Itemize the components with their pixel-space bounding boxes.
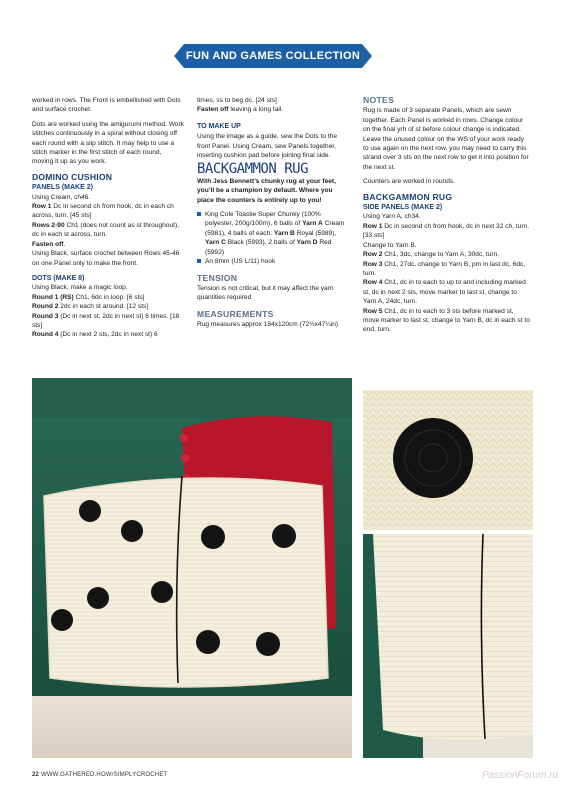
- pattern-row: [363, 307, 531, 335]
- text-block: Rug is made of 3 separate Panels, which are sewn together. Each Panel is worked in rows. Change colour on the final yrh of st before colour change is indicated. Leave the unused colour on the WS of your work ready to use again on the next row, you may need to carry this strand over 3 sts on the next row to get it into position for the next st.: [363, 107, 529, 171]
- heading-backgammon-rug-script: BACKGAMMON RUG: [197, 161, 309, 178]
- heading-tension: TENSION: [197, 272, 238, 283]
- cushion-corner-photo: [363, 534, 533, 758]
- yarn-label: Yarn D: [296, 239, 318, 247]
- intro-text: With Jess Bennett’s chunky rug at your feet, you’ll be a champion by default. Where you place the counters is entirely up to you!: [197, 177, 336, 204]
- text-block: Using Black, surface crochet between Rows 45-46 on one Panel only to make the front.: [32, 250, 180, 267]
- row-text: Dc in second ch from hook, dc in next 32 ch, turn. [33 sts]: [363, 222, 530, 240]
- text-block: Using the image as a guide, sew the Dots to the front Panel. Using Cream, sew Panels together, inserting cushion pad before joining final side.: [197, 133, 338, 160]
- row-label: Round 3: [32, 312, 59, 320]
- footer: [32, 772, 167, 778]
- pattern-row: [32, 202, 184, 221]
- heading-make-up: TO MAKE UP: [197, 122, 241, 130]
- pattern-row: [32, 221, 184, 240]
- row-label: Row 3: [363, 260, 383, 268]
- text-line: Using Yarn A, ch34.: [363, 213, 421, 221]
- text-block: worked in rows. The Front is embellished with Dots and surface crochet.: [32, 97, 181, 114]
- text-block: Dots are worked using the amigurumi method. Work stitches continuously in a spiral without closing off each round with a slip stitch. It may help to use a stitch marker in the first stitch of each round, moving it up as you work.: [32, 120, 184, 166]
- yarn-label: Yarn A: [302, 220, 323, 228]
- floor: [32, 690, 352, 758]
- pattern-row: [197, 105, 349, 114]
- row-label: Rows 2-90: [32, 221, 65, 229]
- text-block: Counters are worked in rounds.: [363, 178, 455, 186]
- text-block: Tension is not critical, but it may affect the yarn quantities required: [197, 284, 334, 302]
- row-text: (Dc in next 2 sts, 2dc in next st) 6: [58, 331, 158, 339]
- counter-closeup-photo: [363, 390, 533, 530]
- sofa-back-top: [32, 378, 352, 418]
- row-text: Ch1, dc in to each to up to and including marked st, dc in next 2 sts, move marker to last st, change to Yarn A, 24dc, turn.: [363, 279, 526, 306]
- row-label: Row 4: [363, 279, 383, 287]
- heading-backgammon-rug: BACKGAMMON RUG: [363, 191, 453, 202]
- yarn-label: Yarn C: [205, 239, 226, 247]
- row-label: Round 4: [32, 331, 59, 339]
- pattern-row: [363, 222, 531, 241]
- column-3: [363, 96, 531, 335]
- yarn-text: Royal (5989),: [294, 229, 337, 237]
- yarn-text: Black (5993), 2 balls of: [225, 239, 297, 247]
- footer-url[interactable]: WWW.GATHERED.HOW/SIMPLYCROCHET: [40, 772, 168, 778]
- heading-notes: NOTES: [363, 95, 395, 105]
- row-label: Row 5: [363, 307, 383, 315]
- pattern-row: [363, 250, 531, 259]
- text-line: Using Cream, ch46.: [32, 193, 91, 201]
- row-label: Row 1: [32, 203, 52, 211]
- pattern-row: [32, 330, 184, 339]
- row-text: Dc in second ch from hook, dc in each ch across, turn. [45 sts]: [32, 203, 174, 220]
- pattern-row: [32, 240, 184, 249]
- row-text: 2dc in each st around. [12 sts]: [58, 303, 149, 311]
- yarn-text: Cream (5981), 4 balls of each:: [205, 220, 345, 237]
- heading-panels: PANELS (MAKE 2): [32, 184, 93, 192]
- row-label: Round 1 (RS): [32, 293, 74, 301]
- text-line: Using Black, make a magic loop.: [32, 284, 128, 292]
- materials-item-hook: An 8mm (US L/11) hook: [197, 257, 349, 266]
- row-text: Ch1, 3dc, change to Yarn A, 30dc, turn.: [382, 251, 500, 259]
- pattern-row: [363, 260, 531, 279]
- row-label: Round 2: [32, 303, 59, 311]
- row-text: Ch1 (does not count as st throughout), dc in each st across, turn.: [32, 221, 179, 239]
- heading-side-panels: SIDE PANELS (MAKE 2): [363, 204, 443, 212]
- row-label: Fasten off: [32, 240, 64, 248]
- pattern-row: [32, 302, 184, 311]
- heading-domino-cushion: DOMINO CUSHION: [32, 171, 113, 182]
- text-line: times, ss to beg dc. [24 sts]: [197, 97, 277, 104]
- row-label: Fasten off: [197, 106, 229, 114]
- pattern-row: [32, 312, 184, 331]
- row-label: Row 1: [363, 222, 383, 230]
- materials-item-yarn: [197, 210, 349, 257]
- row-label: Row 2: [363, 251, 383, 259]
- heading-dots: DOTS (MAKE 8): [32, 274, 85, 282]
- yarn-text: Red (5992): [205, 239, 332, 256]
- text-block: Rug measures approx 184x120cm (72½x47¼in): [197, 321, 339, 329]
- watermark: PassionForum.ru: [481, 770, 558, 781]
- yarn-text: King Cole Toastie Super Chunky (100% polyester, 200g/100m), 6 balls of: [205, 211, 321, 228]
- pattern-row: [32, 293, 184, 302]
- text-line: Change to Yarn B.: [363, 241, 417, 249]
- row-text: Ch1, 27dc, change to Yarn B, pm in last dc, 6dc, turn.: [363, 260, 526, 277]
- yarn-label: Yarn B: [273, 229, 295, 237]
- column-1: [32, 96, 184, 340]
- pattern-row: [363, 278, 531, 306]
- row-text: (Dc in next st, 2dc in next st) 6 times. [18 sts]: [32, 312, 180, 329]
- row-text: Ch1, dc in to each to 3 sts before marked st, move marker to last st, change to Yarn B, dc in each st to end, turn.: [363, 307, 530, 334]
- domino-cushion-photo: [32, 378, 352, 758]
- page-number: 22: [32, 772, 40, 778]
- row-text: .: [63, 240, 66, 248]
- row-text: leaving a long tail.: [228, 106, 284, 114]
- heading-measurements: MEASUREMENTS: [197, 308, 274, 319]
- materials-list: [197, 210, 349, 266]
- row-text: Ch1, 6dc in loop. [6 sts]: [73, 293, 145, 301]
- column-2: [197, 96, 349, 335]
- section-banner: FUN AND GAMES COLLECTION: [184, 44, 362, 68]
- cushion-corner: [373, 534, 533, 740]
